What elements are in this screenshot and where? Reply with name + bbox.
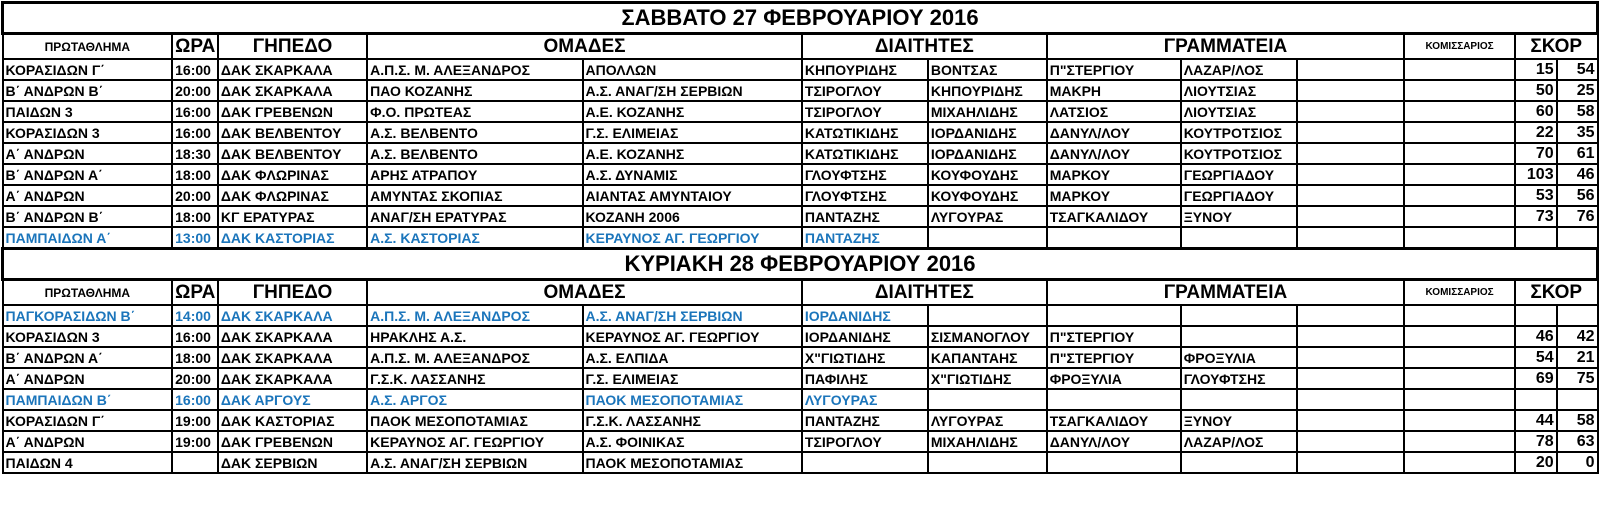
- home-score-cell: 20: [1515, 452, 1557, 473]
- away-team-cell: ΠΑΟΚ ΜΕΣΟΠΟΤΑΜΙΑΣ: [583, 452, 802, 473]
- time-cell: 13:00: [172, 227, 218, 249]
- game-row: [3, 227, 1598, 249]
- secretary-2-cell: ΞΥΝΟΥ: [1181, 410, 1297, 431]
- commissioner-cell: [1404, 164, 1515, 185]
- away-score-cell: 75: [1557, 368, 1598, 389]
- venue-cell: ΔΑΚ ΣΚΑΡΚΑΛΑ: [218, 80, 367, 101]
- away-team-cell: Α.Ε. ΚΟΖΑΝΗΣ: [583, 143, 802, 164]
- venue-cell: ΔΑΚ ΒΕΛΒΕΝΤΟΥ: [218, 122, 367, 143]
- away-team-cell: ΑΠΟΛΛΩΝ: [583, 59, 802, 80]
- secretary-1-cell: ΦΡΟΞΥΛΙΑ: [1047, 368, 1181, 389]
- game-row: [3, 431, 1598, 452]
- header-commissioner: ΚΟΜΙΣΣΑΡΙΟΣ: [1404, 280, 1515, 306]
- venue-cell: ΔΑΚ ΦΛΩΡΙΝΑΣ: [218, 185, 367, 206]
- referee-1-cell: ΤΣΙΡΟΓΛΟΥ: [802, 101, 928, 122]
- venue-cell: ΔΑΚ ΓΡΕΒΕΝΩΝ: [218, 431, 367, 452]
- secretary-3-cell: [1297, 389, 1405, 410]
- commissioner-cell: [1404, 326, 1515, 347]
- secretary-1-cell: ΤΣΑΓΚΑΛΙΔΟΥ: [1047, 410, 1181, 431]
- referee-2-cell: Χ"ΓΙΩΤΙΔΗΣ: [928, 368, 1047, 389]
- secretary-3-cell: [1297, 326, 1405, 347]
- referee-1-cell: ΠΑΝΤΑΖΗΣ: [802, 227, 928, 249]
- time-cell: 16:00: [172, 101, 218, 122]
- referee-2-cell: ΛΥΓΟΥΡΑΣ: [928, 206, 1047, 227]
- header-referees: ΔΙΑΙΤΗΤΕΣ: [802, 280, 1047, 306]
- home-score-cell: 103: [1515, 164, 1557, 185]
- venue-cell: ΔΑΚ ΓΡΕΒΕΝΩΝ: [218, 101, 367, 122]
- header-venue: ΓΗΠΕΔΟ: [218, 280, 367, 306]
- away-score-cell: 63: [1557, 431, 1598, 452]
- time-cell: 16:00: [172, 122, 218, 143]
- day-title-row: [3, 3, 1598, 34]
- secretary-1-cell: ΔΑΝΥΛ/ΛΟΥ: [1047, 122, 1181, 143]
- home-score-cell: [1515, 389, 1557, 410]
- away-score-cell: 58: [1557, 410, 1598, 431]
- venue-cell: ΔΑΚ ΣΚΑΡΚΑΛΑ: [218, 59, 367, 80]
- referee-2-cell: ΚΟΥΦΟΥΔΗΣ: [928, 164, 1047, 185]
- game-row: [3, 185, 1598, 206]
- venue-cell: ΚΓ ΕΡΑΤΥΡΑΣ: [218, 206, 367, 227]
- header-teams: ΟΜΑΔΕΣ: [367, 34, 802, 60]
- away-score-cell: 42: [1557, 326, 1598, 347]
- secretary-2-cell: ΞΥΝΟΥ: [1181, 206, 1297, 227]
- game-row: [3, 164, 1598, 185]
- commissioner-cell: [1404, 452, 1515, 473]
- secretary-2-cell: [1181, 227, 1297, 249]
- championship-cell: Α΄ ΑΝΔΡΩΝ: [3, 368, 173, 389]
- game-row: [3, 452, 1598, 473]
- secretary-1-cell: Π"ΣΤΕΡΓΙΟΥ: [1047, 347, 1181, 368]
- away-team-cell: Α.Σ. ΕΛΠΙΔΑ: [583, 347, 802, 368]
- secretary-2-cell: ΓΕΩΡΓΙΑΔΟΥ: [1181, 185, 1297, 206]
- commissioner-cell: [1404, 347, 1515, 368]
- game-row: [3, 206, 1598, 227]
- referee-1-cell: ΓΛΟΥΦΤΣΗΣ: [802, 185, 928, 206]
- secretary-3-cell: [1297, 185, 1405, 206]
- referee-2-cell: ΚΑΠΑΝΤΑΗΣ: [928, 347, 1047, 368]
- venue-cell: ΔΑΚ ΣΚΑΡΚΑΛΑ: [218, 368, 367, 389]
- secretary-2-cell: ΓΛΟΥΦΤΣΗΣ: [1181, 368, 1297, 389]
- secretary-1-cell: [1047, 389, 1181, 410]
- secretary-2-cell: ΓΕΩΡΓΙΑΔΟΥ: [1181, 164, 1297, 185]
- secretary-1-cell: [1047, 452, 1181, 473]
- home-score-cell: 78: [1515, 431, 1557, 452]
- home-score-cell: 44: [1515, 410, 1557, 431]
- game-row: [3, 368, 1598, 389]
- day-title: ΣΑΒΒΑΤΟ 27 ΦΕΒΡΟΥΑΡΙΟΥ 2016: [3, 3, 1598, 34]
- referee-1-cell: ΓΛΟΥΦΤΣΗΣ: [802, 164, 928, 185]
- commissioner-cell: [1404, 143, 1515, 164]
- header-championship: ΠΡΩΤΑΘΛΗΜΑ: [3, 280, 173, 306]
- away-score-cell: 0: [1557, 452, 1598, 473]
- home-team-cell: Α.Σ. ΚΑΣΤΟΡΙΑΣ: [367, 227, 582, 249]
- home-team-cell: Α.Π.Σ. Μ. ΑΛΕΞΑΝΔΡΟΣ: [367, 305, 582, 326]
- referee-2-cell: [928, 227, 1047, 249]
- away-team-cell: Α.Σ. ΑΝΑΓ/ΣΗ ΣΕΡΒΙΩΝ: [583, 80, 802, 101]
- championship-cell: Α΄ ΑΝΔΡΩΝ: [3, 143, 173, 164]
- secretary-1-cell: [1047, 227, 1181, 249]
- schedule-body: [3, 3, 1598, 474]
- championship-cell: Α΄ ΑΝΔΡΩΝ: [3, 431, 173, 452]
- secretary-3-cell: [1297, 305, 1405, 326]
- referee-2-cell: ΚΗΠΟΥΡΙΔΗΣ: [928, 80, 1047, 101]
- away-team-cell: ΚΕΡΑΥΝΟΣ ΑΓ. ΓΕΩΡΓΙΟΥ: [583, 227, 802, 249]
- home-score-cell: 69: [1515, 368, 1557, 389]
- venue-cell: ΔΑΚ ΚΑΣΤΟΡΙΑΣ: [218, 227, 367, 249]
- away-score-cell: 21: [1557, 347, 1598, 368]
- home-team-cell: ΑΝΑΓ/ΣΗ ΕΡΑΤΥΡΑΣ: [367, 206, 582, 227]
- home-score-cell: 54: [1515, 347, 1557, 368]
- venue-cell: ΔΑΚ ΣΚΑΡΚΑΛΑ: [218, 347, 367, 368]
- time-cell: 16:00: [172, 59, 218, 80]
- time-cell: 20:00: [172, 368, 218, 389]
- home-team-cell: Α.Π.Σ. Μ. ΑΛΕΞΑΝΔΡΟΣ: [367, 59, 582, 80]
- time-cell: 20:00: [172, 185, 218, 206]
- referee-1-cell: ΚΗΠΟΥΡΙΔΗΣ: [802, 59, 928, 80]
- home-score-cell: 53: [1515, 185, 1557, 206]
- home-score-cell: 50: [1515, 80, 1557, 101]
- header-time: ΩΡΑ: [172, 34, 218, 60]
- away-team-cell: Γ.Σ. ΕΛΙΜΕΙΑΣ: [583, 122, 802, 143]
- column-header-row: [3, 280, 1598, 306]
- venue-cell: ΔΑΚ ΣΚΑΡΚΑΛΑ: [218, 305, 367, 326]
- referee-1-cell: ΚΑΤΩΤΙΚΙΔΗΣ: [802, 143, 928, 164]
- commissioner-cell: [1404, 305, 1515, 326]
- time-cell: [172, 452, 218, 473]
- referee-1-cell: ΙΟΡΔΑΝΙΔΗΣ: [802, 305, 928, 326]
- home-team-cell: ΗΡΑΚΛΗΣ Α.Σ.: [367, 326, 582, 347]
- referee-2-cell: ΣΙΣΜΑΝΟΓΛΟΥ: [928, 326, 1047, 347]
- header-venue: ΓΗΠΕΔΟ: [218, 34, 367, 60]
- championship-cell: Α΄ ΑΝΔΡΩΝ: [3, 185, 173, 206]
- commissioner-cell: [1404, 185, 1515, 206]
- commissioner-cell: [1404, 59, 1515, 80]
- championship-cell: ΚΟΡΑΣΙΔΩΝ 3: [3, 326, 173, 347]
- secretary-3-cell: [1297, 227, 1405, 249]
- referee-2-cell: ΒΟΝΤΣΑΣ: [928, 59, 1047, 80]
- away-score-cell: 25: [1557, 80, 1598, 101]
- header-referees: ΔΙΑΙΤΗΤΕΣ: [802, 34, 1047, 60]
- championship-cell: Β΄ ΑΝΔΡΩΝ Β΄: [3, 206, 173, 227]
- away-score-cell: 58: [1557, 101, 1598, 122]
- secretary-3-cell: [1297, 101, 1405, 122]
- secretary-2-cell: [1181, 326, 1297, 347]
- secretary-2-cell: [1181, 305, 1297, 326]
- home-team-cell: ΚΕΡΑΥΝΟΣ ΑΓ. ΓΕΩΡΓΙΟΥ: [367, 431, 582, 452]
- championship-cell: ΚΟΡΑΣΙΔΩΝ 3: [3, 122, 173, 143]
- referee-1-cell: ΙΟΡΔΑΝΙΔΗΣ: [802, 326, 928, 347]
- time-cell: 18:00: [172, 164, 218, 185]
- referee-1-cell: ΤΣΙΡΟΓΛΟΥ: [802, 80, 928, 101]
- header-secretariat: ΓΡΑΜΜΑΤΕΙΑ: [1047, 280, 1405, 306]
- day-title-row: [3, 249, 1598, 280]
- away-team-cell: Α.Σ. ΦΟΙΝΙΚΑΣ: [583, 431, 802, 452]
- secretary-2-cell: [1181, 452, 1297, 473]
- game-row: [3, 389, 1598, 410]
- referee-1-cell: Χ"ΓΙΩΤΙΔΗΣ: [802, 347, 928, 368]
- game-row: [3, 305, 1598, 326]
- header-championship: ΠΡΩΤΑΘΛΗΜΑ: [3, 34, 173, 60]
- home-team-cell: ΠΑΟΚ ΜΕΣΟΠΟΤΑΜΙΑΣ: [367, 410, 582, 431]
- away-team-cell: Α.Σ. ΑΝΑΓ/ΣΗ ΣΕΡΒΙΩΝ: [583, 305, 802, 326]
- secretary-3-cell: [1297, 59, 1405, 80]
- away-score-cell: [1557, 305, 1598, 326]
- secretary-3-cell: [1297, 143, 1405, 164]
- home-score-cell: 46: [1515, 326, 1557, 347]
- referee-2-cell: [928, 389, 1047, 410]
- championship-cell: ΚΟΡΑΣΙΔΩΝ Γ΄: [3, 59, 173, 80]
- home-team-cell: Α.Σ. ΒΕΛΒΕΝΤΟ: [367, 122, 582, 143]
- away-score-cell: 76: [1557, 206, 1598, 227]
- secretary-1-cell: [1047, 305, 1181, 326]
- venue-cell: ΔΑΚ ΑΡΓΟΥΣ: [218, 389, 367, 410]
- header-time: ΩΡΑ: [172, 280, 218, 306]
- game-row: [3, 80, 1598, 101]
- secretary-3-cell: [1297, 410, 1405, 431]
- home-team-cell: ΑΡΗΣ ΑΤΡΑΠΟΥ: [367, 164, 582, 185]
- secretary-1-cell: ΤΣΑΓΚΑΛΙΔΟΥ: [1047, 206, 1181, 227]
- commissioner-cell: [1404, 227, 1515, 249]
- time-cell: 16:00: [172, 326, 218, 347]
- referee-1-cell: ΠΑΦΙΛΗΣ: [802, 368, 928, 389]
- venue-cell: ΔΑΚ ΚΑΣΤΟΡΙΑΣ: [218, 410, 367, 431]
- away-score-cell: 56: [1557, 185, 1598, 206]
- home-score-cell: [1515, 305, 1557, 326]
- home-team-cell: ΑΜΥΝΤΑΣ ΣΚΟΠΙΑΣ: [367, 185, 582, 206]
- home-team-cell: ΠΑΟ ΚΟΖΑΝΗΣ: [367, 80, 582, 101]
- home-team-cell: Α.Π.Σ. Μ. ΑΛΕΞΑΝΔΡΟΣ: [367, 347, 582, 368]
- secretary-3-cell: [1297, 80, 1405, 101]
- game-row: [3, 326, 1598, 347]
- time-cell: 20:00: [172, 80, 218, 101]
- away-team-cell: ΚΟΖΑΝΗ 2006: [583, 206, 802, 227]
- home-team-cell: Γ.Σ.Κ. ΛΑΣΣΑΝΗΣ: [367, 368, 582, 389]
- referee-2-cell: ΙΟΡΔΑΝΙΔΗΣ: [928, 122, 1047, 143]
- away-team-cell: Α.Σ. ΔΥΝΑΜΙΣ: [583, 164, 802, 185]
- championship-cell: Β΄ ΑΝΔΡΩΝ Α΄: [3, 164, 173, 185]
- commissioner-cell: [1404, 431, 1515, 452]
- championship-cell: ΠΑΙΔΩΝ 3: [3, 101, 173, 122]
- venue-cell: ΔΑΚ ΦΛΩΡΙΝΑΣ: [218, 164, 367, 185]
- secretary-2-cell: ΦΡΟΞΥΛΙΑ: [1181, 347, 1297, 368]
- away-score-cell: 46: [1557, 164, 1598, 185]
- time-cell: 16:00: [172, 389, 218, 410]
- header-commissioner: ΚΟΜΙΣΣΑΡΙΟΣ: [1404, 34, 1515, 60]
- away-score-cell: [1557, 227, 1598, 249]
- home-score-cell: [1515, 227, 1557, 249]
- championship-cell: ΠΑΓΚΟΡΑΣΙΔΩΝ Β΄: [3, 305, 173, 326]
- game-row: [3, 143, 1598, 164]
- column-header-row: [3, 34, 1598, 60]
- venue-cell: ΔΑΚ ΒΕΛΒΕΝΤΟΥ: [218, 143, 367, 164]
- championship-cell: ΠΑΙΔΩΝ 4: [3, 452, 173, 473]
- secretary-1-cell: ΜΑΚΡΗ: [1047, 80, 1181, 101]
- header-secretariat: ΓΡΑΜΜΑΤΕΙΑ: [1047, 34, 1405, 60]
- referee-2-cell: [928, 452, 1047, 473]
- secretary-3-cell: [1297, 452, 1405, 473]
- game-row: [3, 410, 1598, 431]
- secretary-1-cell: Π"ΣΤΕΡΓΙΟΥ: [1047, 326, 1181, 347]
- home-team-cell: Α.Σ. ΑΡΓΟΣ: [367, 389, 582, 410]
- secretary-2-cell: ΛΑΖΑΡ/ΛΟΣ: [1181, 431, 1297, 452]
- away-team-cell: ΑΙΑΝΤΑΣ ΑΜΥΝΤΑΙΟΥ: [583, 185, 802, 206]
- header-teams: ΟΜΑΔΕΣ: [367, 280, 802, 306]
- secretary-1-cell: ΜΑΡΚΟΥ: [1047, 164, 1181, 185]
- time-cell: 18:30: [172, 143, 218, 164]
- championship-cell: ΠΑΜΠΑΙΔΩΝ Α΄: [3, 227, 173, 249]
- header-score: ΣΚΟΡ: [1515, 280, 1598, 306]
- day-title: ΚΥΡΙΑΚΗ 28 ΦΕΒΡΟΥΑΡΙΟΥ 2016: [3, 249, 1598, 280]
- secretary-2-cell: [1181, 389, 1297, 410]
- secretary-1-cell: Π"ΣΤΕΡΓΙΟΥ: [1047, 59, 1181, 80]
- secretary-2-cell: ΚΟΥΤΡΟΤΣΙΟΣ: [1181, 122, 1297, 143]
- away-team-cell: Γ.Σ.Κ. ΛΑΣΣΑΝΗΣ: [583, 410, 802, 431]
- championship-cell: Β΄ ΑΝΔΡΩΝ Β΄: [3, 80, 173, 101]
- referee-2-cell: ΛΥΓΟΥΡΑΣ: [928, 410, 1047, 431]
- referee-2-cell: ΜΙΧΑΗΛΙΔΗΣ: [928, 101, 1047, 122]
- schedule-table: [1, 1, 1599, 474]
- secretary-1-cell: ΜΑΡΚΟΥ: [1047, 185, 1181, 206]
- schedule-sheet: [0, 1, 1600, 520]
- commissioner-cell: [1404, 80, 1515, 101]
- secretary-3-cell: [1297, 431, 1405, 452]
- home-score-cell: 70: [1515, 143, 1557, 164]
- time-cell: 19:00: [172, 410, 218, 431]
- referee-2-cell: ΜΙΧΑΗΛΙΔΗΣ: [928, 431, 1047, 452]
- away-score-cell: 61: [1557, 143, 1598, 164]
- away-team-cell: ΚΕΡΑΥΝΟΣ ΑΓ. ΓΕΩΡΓΙΟΥ: [583, 326, 802, 347]
- home-score-cell: 60: [1515, 101, 1557, 122]
- home-score-cell: 73: [1515, 206, 1557, 227]
- time-cell: 18:00: [172, 347, 218, 368]
- referee-1-cell: ΛΥΓΟΥΡΑΣ: [802, 389, 928, 410]
- header-score: ΣΚΟΡ: [1515, 34, 1598, 60]
- game-row: [3, 347, 1598, 368]
- referee-1-cell: ΠΑΝΤΑΖΗΣ: [802, 410, 928, 431]
- away-team-cell: ΠΑΟΚ ΜΕΣΟΠΟΤΑΜΙΑΣ: [583, 389, 802, 410]
- secretary-3-cell: [1297, 206, 1405, 227]
- away-score-cell: 54: [1557, 59, 1598, 80]
- secretary-3-cell: [1297, 347, 1405, 368]
- referee-1-cell: [802, 452, 928, 473]
- championship-cell: ΠΑΜΠΑΙΔΩΝ Β΄: [3, 389, 173, 410]
- home-team-cell: Φ.Ο. ΠΡΩΤΕΑΣ: [367, 101, 582, 122]
- commissioner-cell: [1404, 368, 1515, 389]
- time-cell: 19:00: [172, 431, 218, 452]
- secretary-3-cell: [1297, 368, 1405, 389]
- home-team-cell: Α.Σ. ΒΕΛΒΕΝΤΟ: [367, 143, 582, 164]
- venue-cell: ΔΑΚ ΣΚΑΡΚΑΛΑ: [218, 326, 367, 347]
- game-row: [3, 122, 1598, 143]
- game-row: [3, 101, 1598, 122]
- time-cell: 14:00: [172, 305, 218, 326]
- referee-2-cell: ΚΟΥΦΟΥΔΗΣ: [928, 185, 1047, 206]
- championship-cell: Β΄ ΑΝΔΡΩΝ Α΄: [3, 347, 173, 368]
- referee-2-cell: [928, 305, 1047, 326]
- secretary-3-cell: [1297, 122, 1405, 143]
- secretary-1-cell: ΛΑΤΣΙΟΣ: [1047, 101, 1181, 122]
- secretary-1-cell: ΔΑΝΥΛ/ΛΟΥ: [1047, 431, 1181, 452]
- game-row: [3, 59, 1598, 80]
- referee-1-cell: ΤΣΙΡΟΓΛΟΥ: [802, 431, 928, 452]
- referee-1-cell: ΚΑΤΩΤΙΚΙΔΗΣ: [802, 122, 928, 143]
- secretary-2-cell: ΛΑΖΑΡ/ΛΟΣ: [1181, 59, 1297, 80]
- championship-cell: ΚΟΡΑΣΙΔΩΝ Γ΄: [3, 410, 173, 431]
- commissioner-cell: [1404, 122, 1515, 143]
- commissioner-cell: [1404, 101, 1515, 122]
- commissioner-cell: [1404, 206, 1515, 227]
- referee-2-cell: ΙΟΡΔΑΝΙΔΗΣ: [928, 143, 1047, 164]
- secretary-2-cell: ΛΙΟΥΤΣΙΑΣ: [1181, 80, 1297, 101]
- commissioner-cell: [1404, 389, 1515, 410]
- away-team-cell: Α.Ε. ΚΟΖΑΝΗΣ: [583, 101, 802, 122]
- home-team-cell: Α.Σ. ΑΝΑΓ/ΣΗ ΣΕΡΒΙΩΝ: [367, 452, 582, 473]
- secretary-3-cell: [1297, 164, 1405, 185]
- secretary-2-cell: ΛΙΟΥΤΣΙΑΣ: [1181, 101, 1297, 122]
- secretary-1-cell: ΔΑΝΥΛ/ΛΟΥ: [1047, 143, 1181, 164]
- home-score-cell: 22: [1515, 122, 1557, 143]
- away-team-cell: Γ.Σ. ΕΛΙΜΕΙΑΣ: [583, 368, 802, 389]
- away-score-cell: 35: [1557, 122, 1598, 143]
- home-score-cell: 15: [1515, 59, 1557, 80]
- venue-cell: ΔΑΚ ΣΕΡΒΙΩΝ: [218, 452, 367, 473]
- away-score-cell: [1557, 389, 1598, 410]
- secretary-2-cell: ΚΟΥΤΡΟΤΣΙΟΣ: [1181, 143, 1297, 164]
- referee-1-cell: ΠΑΝΤΑΖΗΣ: [802, 206, 928, 227]
- commissioner-cell: [1404, 410, 1515, 431]
- time-cell: 18:00: [172, 206, 218, 227]
